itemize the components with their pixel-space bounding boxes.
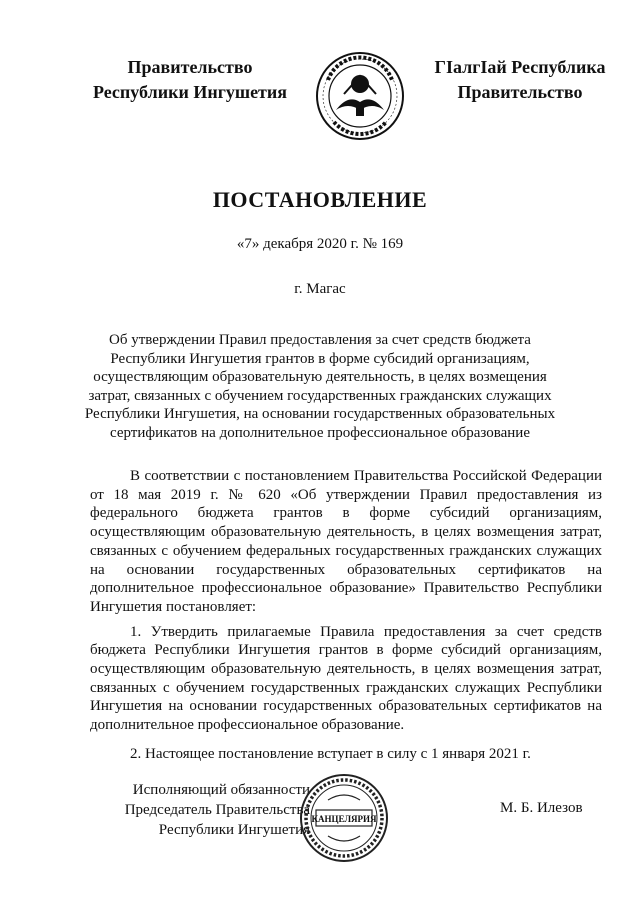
document-body (90, 467, 602, 764)
document-city: г. Магас (294, 281, 346, 297)
signatory-position-line2: Председатель Правительства (124, 802, 310, 818)
signatory-name: М. Б. Илезов (500, 800, 583, 816)
signatory-position-line1: Исполняющий обязанности (132, 782, 310, 798)
item-1-paragraph: 1. Утвердить прилагаемые Правила предоставления за счет средств бюджета Республики Ингушетия грантов в форме субсидий организациям, осуществляющим образовательную деятельность, в целях возмещения затрат, связанных с обучением государственных гражданских служащих Республики Ингушетия на основании государственных образовательных сертификатов на дополнительное профессиональное образование. (90, 623, 602, 734)
item-2-paragraph: 2. Настоящее постановление вступает в силу с 1 января 2021 г. (130, 745, 531, 762)
signatory-position-line3: Республики Ингушетия (158, 822, 310, 838)
document-type-title: ПОСТАНОВЛЕНИЕ (212, 187, 428, 212)
header-right-line2: Правительство (457, 82, 583, 102)
header-left-line1: Правительство (127, 57, 253, 77)
header-left-line2: Республики Ингушетия (92, 82, 288, 102)
official-stamp-icon (298, 772, 390, 864)
header-left-organization (70, 55, 310, 105)
preamble-paragraph: В соответствии с постановлением Правительства Российской Федерации от 18 мая 2019 г. № 620 «Об утверждении Правил предоставления из федерального бюджета грантов в форме субсидий организациям, осуществляющим образовательную деятельность, в целях возмещения затрат, связанных с обучением федеральных государственных гражданских служащих на основании государственных образовательных сертификатов на дополнительное профессиональное образование» Правительство Республики Ингушетия постановляет: (90, 468, 602, 615)
signatory-position (110, 780, 310, 840)
document-subject: Об утверждении Правил предоставления за счет средств бюджета Республики Ингушетия грантов в форме субсидий организациям, осуществляющим образовательную деятельность, в целях возмещения затрат, связанных с обучением государственных гражданских служащих Республики Ингушетия, на основании государственных образовательных сертификатов на дополнительное профессиональное образование (84, 332, 556, 441)
header-right-organization (410, 55, 630, 105)
document-date-number: «7» декабря 2020 г. № 169 (236, 236, 404, 252)
coat-of-arms-emblem-icon (314, 50, 406, 142)
header-right-line1: ГIалгIай Республика (434, 57, 606, 77)
stamp-label: КАНЦЕЛЯРИЯ (311, 814, 377, 824)
